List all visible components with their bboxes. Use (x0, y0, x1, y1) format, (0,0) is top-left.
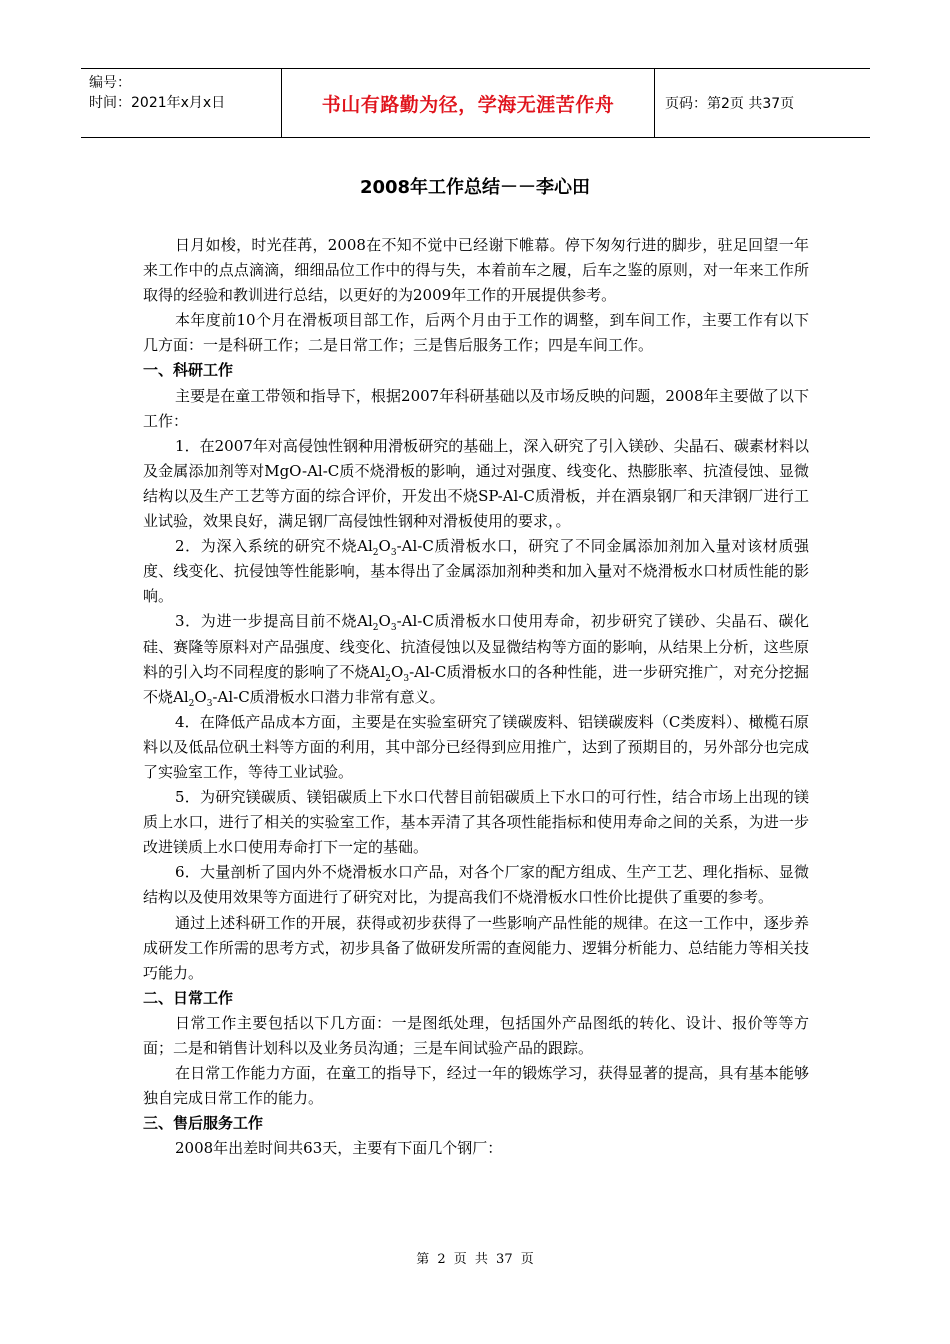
number-label: 编号： (89, 75, 131, 91)
header-table (81, 68, 870, 138)
research-item-5: 5．为研究镁碳质、镁铝碳质上下水口代替目前铝碳质上下水口的可行性，结合市场上出现的镁质上水口，进行了相关的实验室工作，基本弄清了其各项性能指标和使用寿命之间的关系，为进一步改进镁质上水口使用寿命打下一定的基础。 (143, 788, 809, 857)
section-heading-service: 三、售后服务工作 (143, 1114, 264, 1133)
page-footer: 第 2 页 共 37 页 (416, 1252, 534, 1267)
document-body (143, 233, 809, 1161)
research-item-6: 6．大量剖析了国内外不烧滑板水口产品，对各个厂家的配方组成、生产工艺、理化指标、显微结构以及使用效果等方面进行了研究对比，为提高我们不烧滑板水口性价比提供了重要的参考。 (143, 863, 809, 907)
header-motto-cell (281, 69, 655, 137)
service-paragraph-1: 2008年出差时间共63天，主要有下面几个钢厂： (175, 1139, 503, 1158)
research-intro: 主要是在童工带领和指导下，根据2007年科研基础以及市场反映的问题，2008年主要做了以下工作： (143, 386, 809, 430)
intro-paragraph-2: 本年度前10个月在滑板项目部工作，后两个月由于工作的调整，到车间工作，主要工作有以下几方面：一是科研工作；二是日常工作；三是售后服务工作；四是车间工作。 (143, 311, 809, 355)
daily-paragraph-2: 在日常工作能力方面，在童工的指导下，经过一年的锻炼学习，获得显著的提高，具有基本能够独自完成日常工作的能力。 (143, 1064, 809, 1108)
page-label: 页码：第2页 共37页 (665, 96, 795, 112)
section-heading-daily: 二、日常工作 (143, 988, 234, 1007)
research-summary: 通过上述科研工作的开展，获得或初步获得了一些影响产品性能的规律。在这一工作中，逐步养成研发工作所需的思考方式，初步具备了做研发所需的查阅能力、逻辑分析能力、总结能力等相关技巧能力。 (143, 913, 809, 982)
header-left-cell (81, 69, 281, 137)
motto-text: 书山有路勤为径，学海无涯苦作舟 (321, 93, 615, 116)
document-title: 2008年工作总结－－李心田 (359, 177, 591, 198)
intro-paragraph-1: 日月如梭，时光荏苒，2008在不知不觉中已经谢下帷幕。停下匆匆行进的脚步，驻足回望一年来工作中的点点滴滴，细细品位工作中的得与失，本着前车之履，后车之鉴的原则，对一年来工作所取得的经验和教训进行总结，以更好的为2009年工作的开展提供参考。 (143, 236, 809, 305)
research-item-3: 3．为进一步提高目前不烧$Al_2O_3-Al-C$质滑板水口使用寿命，初步研究了镁砂、尖晶石、碳化硅、赛隆等原料对产品强度、线变化、抗渣侵蚀以及显微结构等方面的影响，从结果上分析，这些原料的引入均不同程度的影响了不烧$Al_2O_3-Al-C$质滑板水口的各种性能，进一步研究推广，对充分挖掘不烧$Al_2O_3-Al-C$质滑板水口潜力非常有意义。 (143, 612, 809, 709)
research-item-4: 4．在降低产品成本方面，主要是在实验室研究了镁碳废料、铝镁碳废料（C类废料）、橄榄石原料以及低品位矾土料等方面的利用，其中部分已经得到应用推广，达到了预期目的，另外部分也完成了实验室工作，等待工业试验。 (143, 712, 809, 781)
header-page-cell (655, 69, 870, 137)
daily-paragraph-1: 日常工作主要包括以下几方面：一是图纸处理，包括国外产品图纸的转化、设计、报价等等方面；二是和销售计划科以及业务员沟通；三是车间试验产品的跟踪。 (143, 1013, 809, 1057)
research-item-2: 2．为深入系统的研究不烧$Al_2O_3-Al-C$质滑板水口，研究了不同金属添加剂加入量对该材质强度、线变化、抗侵蚀等性能影响，基本得出了金属添加剂种类和加入量对不烧滑板水口材质性能的影响。 (143, 537, 809, 606)
research-item-1: 1．在2007年对高侵蚀性钢种用滑板研究的基础上，深入研究了引入镁砂、尖晶石、碳素材料以及金属添加剂等对MgO-Al-C质不烧滑板的影响，通过对强度、线变化、热膨胀率、抗渣侵蚀、显微结构以及生产工艺等方面的综合评价，开发出不烧SP-Al-C质滑板，并在酒泉钢厂和天津钢厂进行工业试验，效果良好，满足钢厂高侵蚀性钢种对滑板使用的要求，。 (143, 436, 809, 531)
section-heading-research: 一、科研工作 (143, 361, 234, 380)
date-label: 时间：2021年x月x日 (89, 95, 226, 111)
